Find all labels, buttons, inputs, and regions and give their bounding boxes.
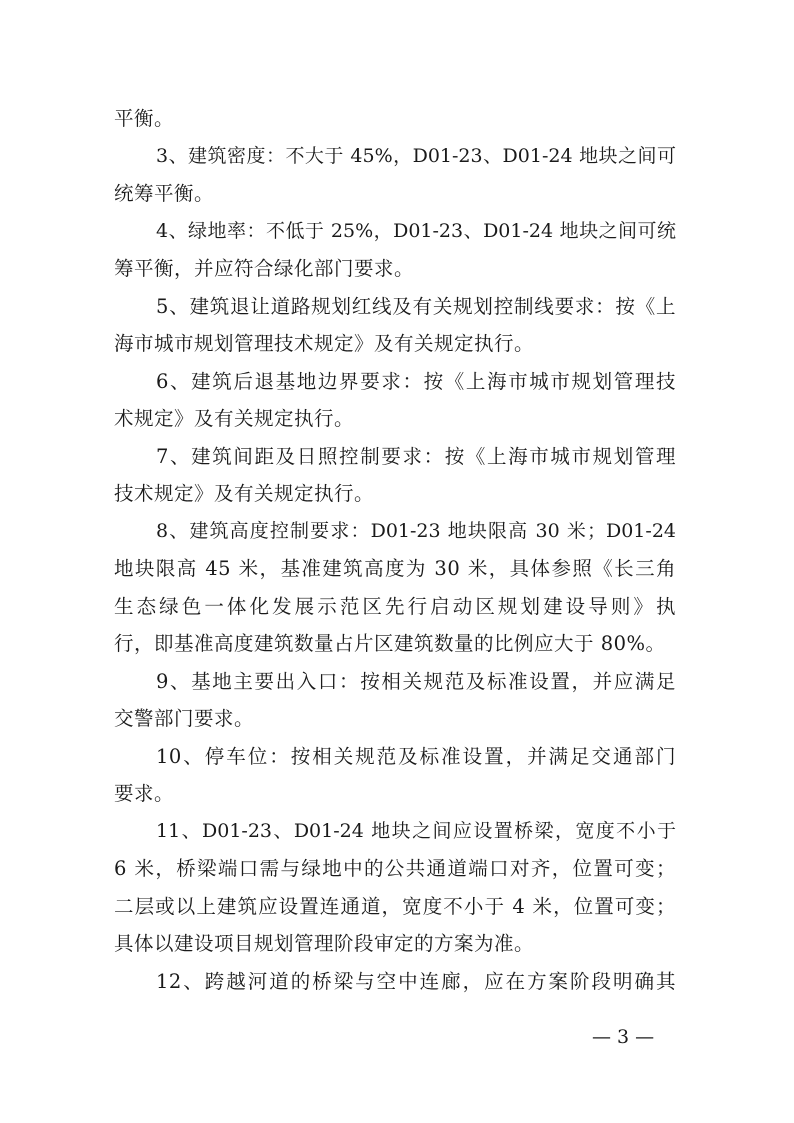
text-line: 10、停车位：按相关规范及标准设置，并满足交通部门 (156, 744, 676, 768)
text-line: 3、建筑密度：不大于 45%，D01-23、D01-24 地块之间可 (156, 144, 676, 167)
text-line: 地块限高 45 米，基准建筑高度为 30 米，具体参照《长三角 (114, 557, 676, 580)
text-line: 交警部门要求。 (114, 707, 255, 730)
text-line: 具体以建设项目规划管理阶段审定的方案为准。 (114, 932, 535, 955)
text-line: 6 米，桥梁端口需与绿地中的公共通道端口对齐，位置可变； (114, 857, 676, 880)
text-line: 7、建筑间距及日照控制要求：按《上海市城市规划管理 (156, 444, 676, 468)
text-line: 生态绿色一体化发展示范区先行启动区规划建设导则》执 (114, 594, 676, 618)
text-line: 平衡。 (114, 107, 175, 130)
text-line: 筹平衡，并应符合绿化部门要求。 (114, 257, 415, 280)
text-line: 11、D01-23、D01-24 地块之间应设置桥梁，宽度不小于 (156, 819, 676, 842)
page-number: — 3 — (592, 1026, 655, 1048)
text-line: 行，即基准高度建筑数量占片区建筑数量的比例应大于 80%。 (114, 632, 666, 655)
text-line: 技术规定》及有关规定执行。 (114, 482, 375, 505)
text-line: 9、基地主要出入口：按相关规范及标准设置，并应满足 (156, 669, 676, 693)
text-line: 6、建筑后退基地边界要求：按《上海市城市规划管理技 (156, 369, 676, 393)
text-line: 统筹平衡。 (114, 182, 215, 205)
text-line: 二层或以上建筑应设置连通道，宽度不小于 4 米，位置可变； (114, 894, 676, 918)
text-line: 5、建筑退让道路规划红线及有关规划控制线要求：按《上 (156, 294, 676, 318)
body-text (114, 100, 676, 1000)
text-line: 12、跨越河道的桥梁与空中连廊，应在方案阶段明确其 (156, 969, 676, 993)
text-line: 海市城市规划管理技术规定》及有关规定执行。 (114, 332, 535, 355)
text-line: 术规定》及有关规定执行。 (114, 407, 355, 430)
text-line: 要求。 (114, 782, 175, 805)
text-line: 4、绿地率：不低于 25%，D01-23、D01-24 地块之间可统 (156, 219, 676, 242)
text-line: 8、建筑高度控制要求：D01-23 地块限高 30 米；D01-24 (156, 519, 676, 542)
